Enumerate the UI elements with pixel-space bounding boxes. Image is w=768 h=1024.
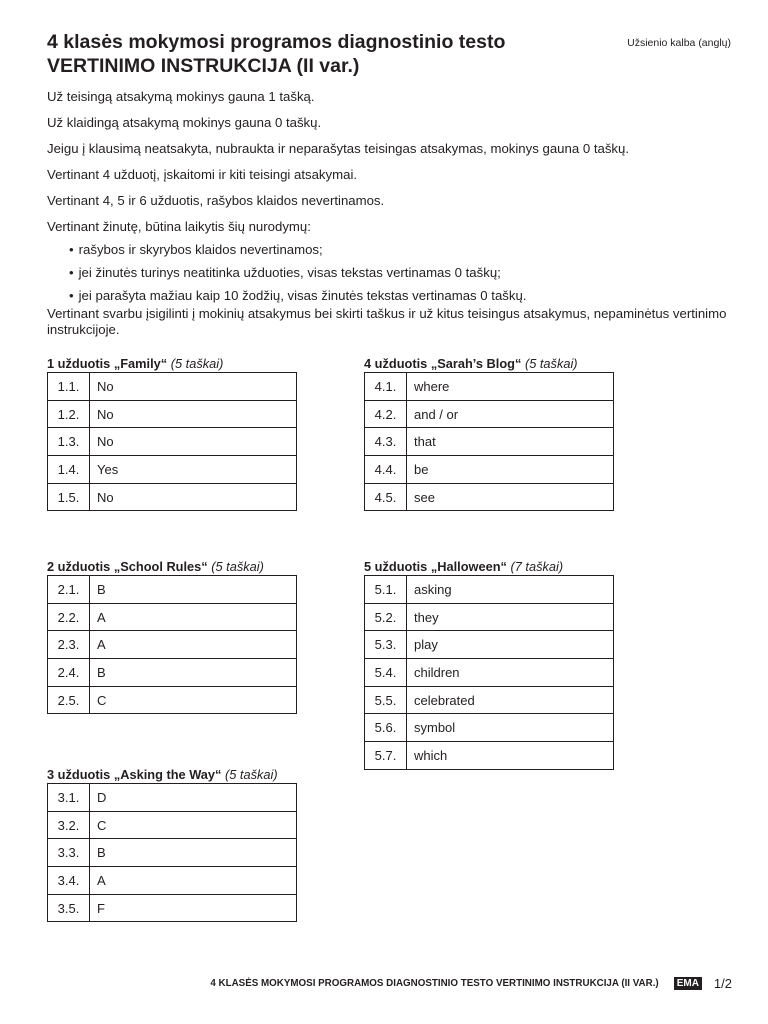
table-row <box>48 428 297 456</box>
table-row <box>365 400 614 428</box>
task-name: 4 užduotis „Sarah’s Blog“ <box>364 356 522 371</box>
answer-value: D <box>90 784 297 812</box>
question-number: 5.5. <box>365 686 407 714</box>
task-1-family <box>47 356 299 511</box>
answer-value: celebrated <box>407 686 614 714</box>
instruction-paragraph: Už teisingą atsakymą mokinys gauna 1 tašką. <box>47 89 315 104</box>
answer-value: where <box>407 373 614 401</box>
table-row <box>48 603 297 631</box>
answer-value: and / or <box>407 400 614 428</box>
table-row <box>365 659 614 687</box>
instruction-closing: Vertinant svarbu įsigilinti į mokinių atsakymus bei skirti taškus ir už kitus teisingus atsakymus, nepaminėtus vertinimo instrukcijoje. <box>47 306 727 337</box>
table-row <box>48 631 297 659</box>
answer-value: B <box>90 839 297 867</box>
answer-table <box>364 372 614 511</box>
answer-value: No <box>90 428 297 456</box>
instruction-bullet-list <box>69 241 737 304</box>
question-number: 3.5. <box>48 894 90 922</box>
subject-label: Užsienio kalba (anglų) <box>627 37 731 49</box>
question-number: 4.5. <box>365 483 407 511</box>
table-row <box>365 428 614 456</box>
answer-value: Yes <box>90 456 297 484</box>
table-row <box>48 483 297 511</box>
answer-value: No <box>90 400 297 428</box>
question-number: 5.4. <box>365 659 407 687</box>
table-row <box>365 714 614 742</box>
table-row <box>48 686 297 714</box>
question-number: 5.1. <box>365 576 407 604</box>
task-points: (5 taškai) <box>211 559 264 574</box>
task-title <box>364 559 616 575</box>
table-row <box>48 400 297 428</box>
task-points: (5 taškai) <box>524 356 578 371</box>
answer-value: B <box>90 576 297 604</box>
ema-logo: EMA <box>674 977 702 990</box>
table-row <box>48 576 297 604</box>
instruction-paragraph: Vertinant 4 užduotį, įskaitomi ir kiti teisingi atsakymai. <box>47 167 358 182</box>
task-name: 1 užduotis „Family“ <box>47 356 168 371</box>
question-number: 1.4. <box>48 456 90 484</box>
answer-table <box>47 575 297 714</box>
question-number: 5.3. <box>365 631 407 659</box>
task-points: (5 taškai) <box>225 767 278 782</box>
question-number: 2.5. <box>48 686 90 714</box>
answer-value: B <box>90 659 297 687</box>
table-row <box>365 576 614 604</box>
question-number: 1.1. <box>48 373 90 401</box>
footer-text: 4 KLASĖS MOKYMOSI PROGRAMOS DIAGNOSTINIO TESTO VERTINIMO INSTRUKCIJA (II VAR.) <box>210 978 659 989</box>
instruction-paragraph: Vertinant 4, 5 ir 6 užduotis, rašybos klaidos nevertinamos. <box>47 193 385 208</box>
answer-value: be <box>407 456 614 484</box>
table-row <box>48 811 297 839</box>
question-number: 5.6. <box>365 714 407 742</box>
answer-value: F <box>90 894 297 922</box>
table-row <box>48 456 297 484</box>
table-row <box>365 603 614 631</box>
question-number: 3.3. <box>48 839 90 867</box>
task-title <box>47 767 299 783</box>
answer-value: A <box>90 603 297 631</box>
instruction-paragraph: Vertinant žinutę, būtina laikytis šių nurodymų: <box>47 219 311 234</box>
answer-value: C <box>90 686 297 714</box>
answer-table <box>47 783 297 922</box>
page-footer <box>210 976 732 991</box>
question-number: 2.4. <box>48 659 90 687</box>
task-name: 3 užduotis „Asking the Way“ <box>47 767 222 782</box>
question-number: 5.2. <box>365 603 407 631</box>
page-number: 1/2 <box>713 976 732 991</box>
question-number: 4.3. <box>365 428 407 456</box>
table-row <box>48 867 297 895</box>
question-number: 2.2. <box>48 603 90 631</box>
question-number: 4.2. <box>365 400 407 428</box>
question-number: 5.7. <box>365 742 407 770</box>
question-number: 3.4. <box>48 867 90 895</box>
answer-table <box>47 372 297 511</box>
answer-value: children <box>407 659 614 687</box>
task-points: (5 taškai) <box>170 356 224 371</box>
table-row <box>365 742 614 770</box>
answer-value: No <box>90 373 297 401</box>
answer-value: that <box>407 428 614 456</box>
table-row <box>365 483 614 511</box>
instruction-bullet: • jei parašyta mažiau kaip 10 žodžių, visas žinutės tekstas vertinamas 0 taškų. <box>69 287 737 304</box>
question-number: 4.4. <box>365 456 407 484</box>
question-number: 4.1. <box>365 373 407 401</box>
table-row <box>48 784 297 812</box>
answer-value: they <box>407 603 614 631</box>
table-row <box>365 456 614 484</box>
task-points: (7 taškai) <box>510 559 564 574</box>
instruction-paragraph: Jeigu į klausimą neatsakyta, nubraukta ir neparašytas teisingas atsakymas, mokinys gauna 0 taškų. <box>47 141 630 156</box>
question-number: 1.5. <box>48 483 90 511</box>
table-row <box>365 631 614 659</box>
table-row <box>365 373 614 401</box>
answer-value: asking <box>407 576 614 604</box>
table-row <box>48 659 297 687</box>
answer-table <box>364 575 614 770</box>
answer-value: A <box>90 867 297 895</box>
instruction-paragraph: Už klaidingą atsakymą mokinys gauna 0 taškų. <box>47 115 322 130</box>
answer-value: C <box>90 811 297 839</box>
answer-value: play <box>407 631 614 659</box>
table-row <box>48 839 297 867</box>
question-number: 1.2. <box>48 400 90 428</box>
document-title: 4 klasės mokymosi programos diagnostinio testo <box>47 31 506 53</box>
task-name: 5 užduotis „Halloween“ <box>364 559 507 574</box>
document-subtitle: VERTINIMO INSTRUKCIJA (II var.) <box>47 55 360 77</box>
task-name: 2 užduotis „School Rules“ <box>47 559 208 574</box>
table-row <box>48 373 297 401</box>
grading-instructions <box>47 88 737 347</box>
answer-value: A <box>90 631 297 659</box>
answer-value: No <box>90 483 297 511</box>
instruction-bullet: • rašybos ir skyrybos klaidos nevertinamos; <box>69 241 737 258</box>
task-2-school-rules <box>47 559 299 714</box>
question-number: 2.1. <box>48 576 90 604</box>
question-number: 2.3. <box>48 631 90 659</box>
task-title <box>364 356 616 372</box>
task-4-sarahs-blog <box>364 356 616 511</box>
task-title <box>47 559 299 575</box>
task-3-asking-the-way <box>47 767 299 922</box>
task-5-halloween <box>364 559 616 770</box>
instruction-bullet: • jei žinutės turinys neatitinka užduoties, visas tekstas vertinamas 0 taškų; <box>69 264 737 281</box>
question-number: 1.3. <box>48 428 90 456</box>
table-row <box>365 686 614 714</box>
answer-value: symbol <box>407 714 614 742</box>
table-row <box>48 894 297 922</box>
answer-value: which <box>407 742 614 770</box>
question-number: 3.1. <box>48 784 90 812</box>
task-title <box>47 356 299 372</box>
answer-value: see <box>407 483 614 511</box>
question-number: 3.2. <box>48 811 90 839</box>
